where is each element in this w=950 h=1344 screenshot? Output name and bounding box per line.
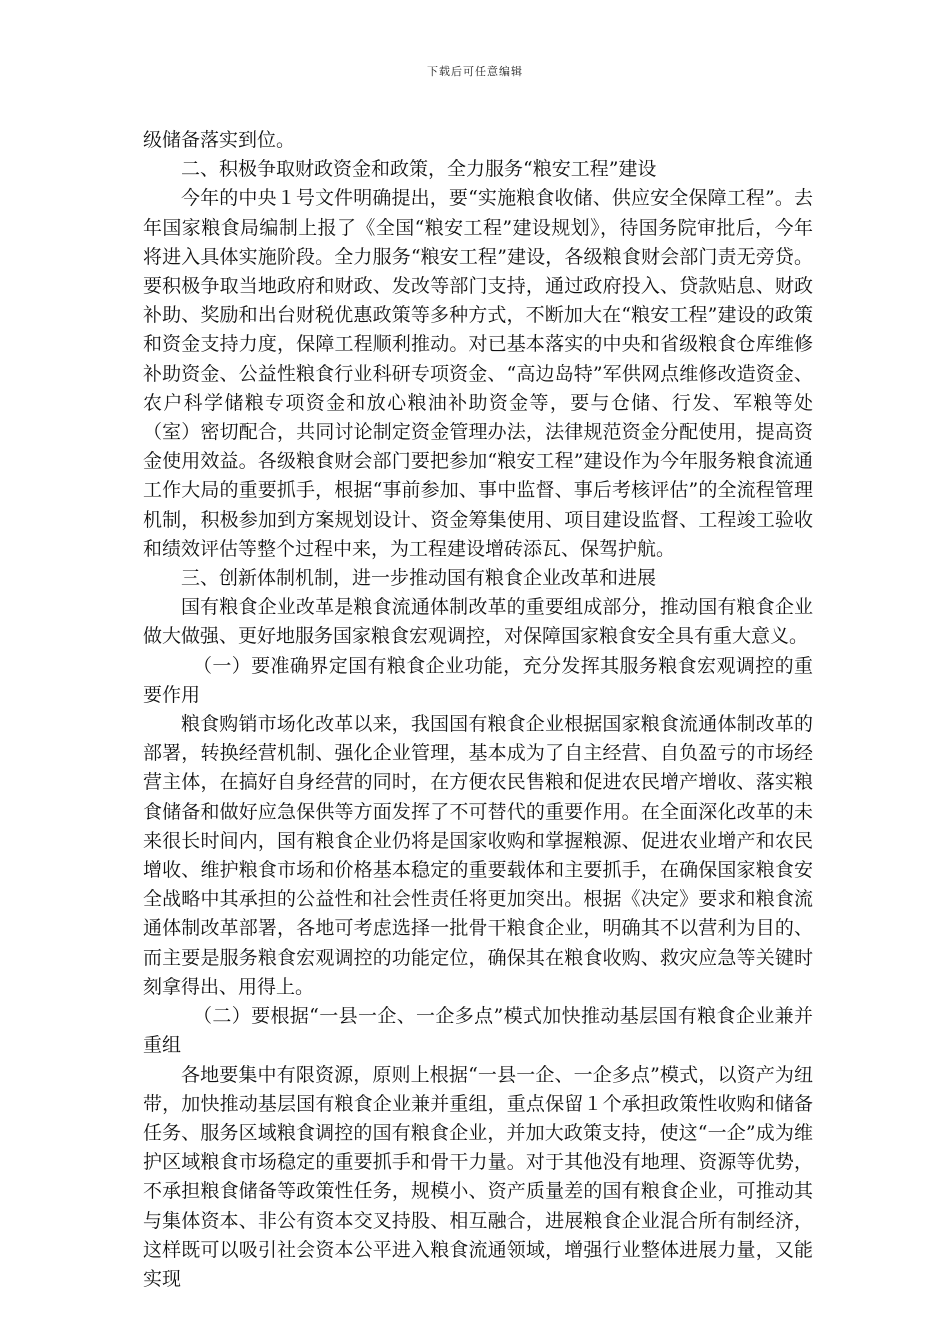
body-paragraph: 国有粮食企业改革是粮食流通体制改革的重要组成部分，推动国有粮食企业做大做强、更好地服务国家粮食宏观调控，对保障国家粮食安全具有重大意义。 [143, 596, 813, 648]
body-paragraph: 今年的中央１号文件明确提出，要“实施粮食收储、供应安全保障工程”。去年国家粮食局编制上报了《全国“粮安工程”建设规划》，待国务院审批后，今年将进入具体实施阶段。全力服务“粮安工程”建设，各级粮食财会部门责无旁贷。要积极争取当地政府和财政、发改等部门支持，通过政府投入、贷款贴息、财政补助、奖励和出台财税优惠政策等多种方式，不断加大在“粮安工程”建设的政策和资金支持力度，保障工程顺利推动。对已基本落实的中央和省级粮食仓库维修补助资金、公益性粮食行业科研专项资金、“高边岛特”军供网点维修改造资金、农户科学储粮专项资金和放心粮油补助资金等，要与仓储、行发、军粮等处（室）密切配合，共同讨论制定资金管理办法，法律规范资金分配使用，提高资金使用效益。各级粮食财会部门要把参加“粮安工程”建设作为今年服务粮食流通工作大局的重要抓手，根据“事前参加、事中监督、事后考核评估”的全流程管理机制，积极参加到方案规划设计、资金筹集使用、项目建设监督、工程竣工验收和绩效评估等整个过程中来，为工程建设增砖添瓦、保驾护航。 [143, 187, 813, 560]
subsection-heading-1: （一）要准确界定国有粮食企业功能，充分发挥其服务粮食宏观调控的重要作用 [143, 654, 813, 706]
section-heading-3: 三、创新体制机制，进一步推动国有粮食企业改革和进展 [181, 567, 657, 590]
body-paragraph: 各地要集中有限资源，原则上根据“一县一企、一企多点”模式，以资产为纽带，加快推动基层国有粮食企业兼并重组，重点保留１个承担政策性收购和储备任务、服务区域粮食调控的国有粮食企业，并加大政策支持，使这“一企”成为维护区域粮食市场稳定的重要抓手和骨干力量。对于其他没有地理、资源等优势，不承担粮食储备等政策性任务，规模小、资产质量差的国有粮食企业，可推动其与集体资本、非公有资本交叉持股、相互融合，进展粮食企业混合所有制经济，这样既可以吸引社会资本公平进入粮食流通领域，增强行业整体进展力量，又能实现 [143, 1063, 813, 1290]
paragraph-continuation: 级储备落实到位。 [143, 129, 296, 151]
document-body [143, 126, 813, 1294]
subsection-heading-2: （二）要根据“一县一企、一企多点”模式加快推动基层国有粮食企业兼并重组 [143, 1005, 813, 1057]
page-header: 下载后可任意编辑 [427, 65, 523, 78]
body-paragraph: 粮食购销市场化改革以来，我国国有粮食企业根据国家粮食流通体制改革的部署，转换经营机制、强化企业管理，基本成为了自主经营、自负盈亏的市场经营主体，在搞好自身经营的同时，在方便农民售粮和促进农民增产增收、落实粮食储备和做好应急保供等方面发挥了不可替代的重要作用。在全面深化改革的未来很长时间内，国有粮食企业仍将是国家收购和掌握粮源、促进农业增产和农民增收、维护粮食市场和价格基本稳定的重要载体和主要抓手，在确保国家粮食安全战略中其承担的公益性和社会性责任将更加突出。根据《决定》要求和粮食流通体制改革部署，各地可考虑选择一批骨干粮食企业，明确其不以营利为目的、而主要是服务粮食宏观调控的功能定位，确保其在粮食收购、救灾应急等关键时刻拿得出、用得上。 [143, 713, 813, 998]
section-heading-2: 二、积极争取财政资金和政策，全力服务“粮安工程”建设 [181, 158, 657, 181]
